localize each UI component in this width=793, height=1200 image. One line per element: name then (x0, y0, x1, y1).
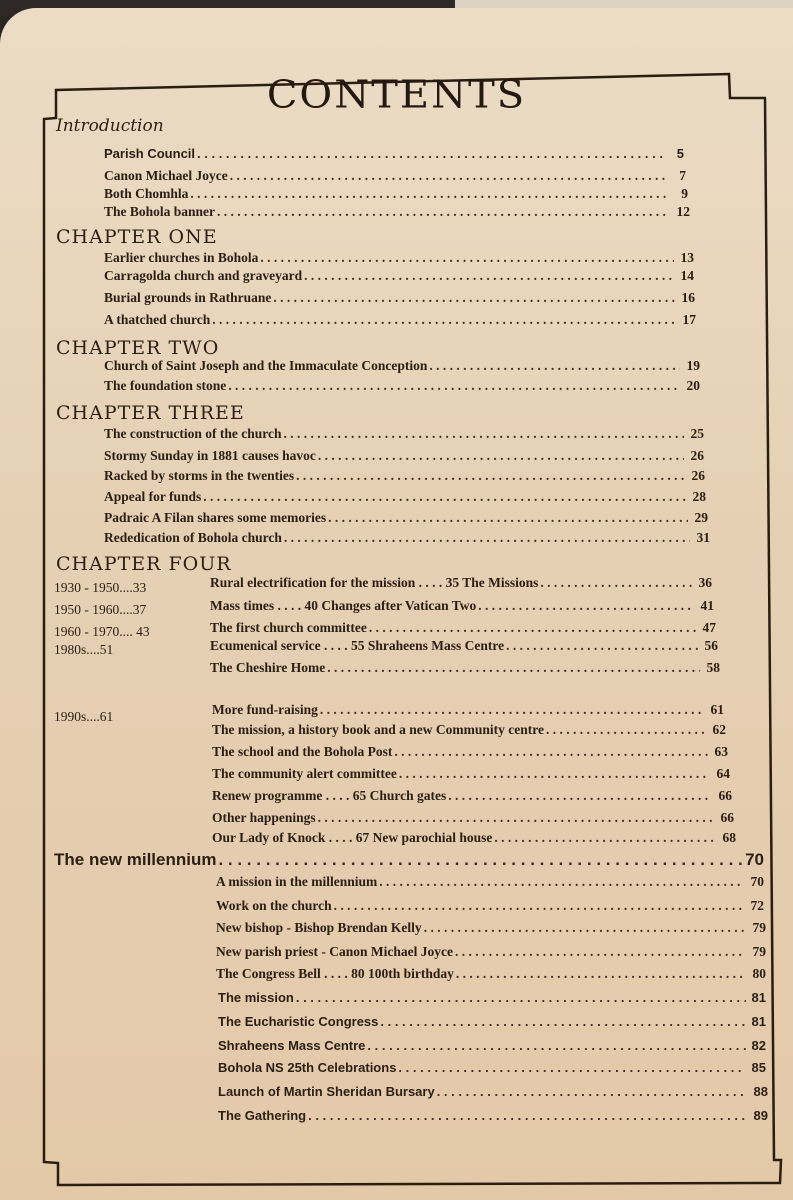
leader-dots (284, 530, 690, 546)
leader-dots (424, 920, 746, 936)
leader-dots (190, 186, 668, 202)
toc-entry[interactable]: A mission in the millennium . . . 70 (216, 874, 764, 890)
toc-entry[interactable]: The school and the Bohola Post . . . 63 (212, 744, 728, 760)
toc-entry[interactable]: Parish Council . . . 5 (104, 146, 684, 161)
leader-dots (308, 1108, 748, 1123)
leader-dots (437, 1084, 748, 1099)
section-heading-introduction: Introduction (56, 116, 164, 136)
leader-dots (304, 268, 674, 284)
period-label: 1960 - 1970.... 43 (54, 624, 150, 639)
section-heading-chapter-three: CHAPTER THREE (56, 402, 245, 424)
toc-entry[interactable]: The Gathering . . . 89 (218, 1108, 768, 1123)
leader-dots (328, 510, 688, 526)
leader-dots (367, 1038, 746, 1053)
leader-dots (369, 620, 696, 636)
toc-entry[interactable]: Launch of Martin Sheridan Bursary . . . 88 (218, 1084, 768, 1099)
leader-dots (398, 1060, 746, 1075)
toc-entry[interactable]: More fund-raising . . . 61 (212, 702, 724, 718)
leader-dots (218, 850, 743, 870)
toc-entry[interactable]: Earlier churches in Bohola . . . 13 (104, 250, 694, 266)
leader-dots (455, 944, 746, 960)
leader-dots (230, 168, 666, 184)
leader-dots (217, 204, 670, 220)
toc-entry[interactable]: A thatched church . . . 17 (104, 312, 696, 328)
toc-entry[interactable]: The construction of the church . . . 25 (104, 426, 704, 442)
toc-entry[interactable]: Rededication of Bohola church . . . 31 (104, 530, 710, 546)
leader-dots (320, 702, 704, 718)
leader-dots (456, 966, 746, 982)
toc-entry[interactable]: The Cheshire Home . . . 58 (210, 660, 720, 676)
leader-dots (318, 810, 714, 826)
period-label: 1930 - 1950....33 (54, 580, 147, 595)
toc-entry[interactable]: Both Chomhla . . . 9 (104, 186, 688, 202)
toc-entry[interactable]: Mass times . . . . 40 Changes after Vatican Two . . . 41 (210, 598, 714, 614)
period-label: 1980s....51 (54, 642, 114, 657)
toc-entry[interactable]: Our Lady of Knock . . . . 67 New parochial house . . . 68 (212, 830, 736, 846)
toc-entry[interactable]: Padraic A Filan shares some memories . . . 29 (104, 510, 708, 526)
toc-entry[interactable]: Rural electrification for the mission . . . . 35 The Missions . . . 36 (210, 575, 712, 591)
section-heading-chapter-four: CHAPTER FOUR (56, 553, 232, 575)
toc-entry[interactable]: Stormy Sunday in 1881 causes havoc . . . 26 (104, 448, 704, 464)
leader-dots (296, 990, 746, 1005)
leader-dots (380, 1014, 746, 1029)
toc-entry[interactable]: The Bohola banner . . . 12 (104, 204, 690, 220)
leader-dots (399, 766, 710, 782)
leader-dots (327, 660, 700, 676)
toc-entry[interactable]: Work on the church . . . 72 (216, 898, 764, 914)
toc-entry[interactable]: Shraheens Mass Centre . . . 82 (218, 1038, 766, 1053)
period-label: 1950 - 1960....37 (54, 602, 147, 617)
toc-entry[interactable]: Church of Saint Joseph and the Immaculate Conception . . . 19 (104, 358, 700, 374)
toc-entry[interactable]: Renew programme . . . . 65 Church gates . . . 66 (212, 788, 732, 804)
leader-dots (334, 898, 744, 914)
leader-dots (228, 378, 680, 394)
toc-entry[interactable]: The foundation stone . . . 20 (104, 378, 700, 394)
toc-entry[interactable]: Appeal for funds . . . 28 (104, 489, 706, 505)
toc-entry[interactable]: The community alert committee . . . 64 (212, 766, 730, 782)
toc-entry[interactable]: The mission . . . 81 (218, 990, 766, 1005)
leader-dots (429, 358, 680, 374)
leader-dots (296, 468, 685, 484)
leader-dots (197, 146, 664, 161)
leader-dots (448, 788, 712, 804)
period-label: 1990s....61 (54, 709, 114, 724)
leader-dots (394, 744, 708, 760)
toc-entry[interactable]: New bishop - Bishop Brendan Kelly . . . 79 (216, 920, 766, 936)
toc-entry[interactable]: Other happenings . . . 66 (212, 810, 734, 826)
toc-entry[interactable]: Burial grounds in Rathruane . . . 16 (104, 290, 695, 306)
page-title: CONTENTS (266, 73, 527, 117)
leader-dots (260, 250, 674, 266)
toc-entry[interactable]: New parish priest - Canon Michael Joyce . . . 79 (216, 944, 766, 960)
toc-entry[interactable]: Ecumenical service . . . . 55 Shraheens Mass Centre . . . 56 (210, 638, 718, 654)
section-heading-chapter-two: CHAPTER TWO (56, 337, 220, 359)
toc-entry[interactable]: The Congress Bell . . . . 80 100th birthday . . . 80 (216, 966, 766, 982)
leader-dots (284, 426, 685, 442)
leader-dots (540, 575, 692, 591)
toc-entry[interactable]: The Eucharistic Congress . . . 81 (218, 1014, 766, 1029)
leader-dots (478, 598, 694, 614)
toc-entry[interactable]: Carragolda church and graveyard . . . 14 (104, 268, 694, 284)
toc-entry[interactable]: Racked by storms in the twenties . . . 26 (104, 468, 705, 484)
leader-dots (203, 489, 686, 505)
toc-entry[interactable]: Bohola NS 25th Celebrations . . . 85 (218, 1060, 766, 1075)
leader-dots (506, 638, 698, 654)
toc-entry[interactable]: The mission, a history book and a new Community centre . . . 62 (212, 722, 726, 738)
toc-entry[interactable]: The first church committee . . . 47 (210, 620, 716, 636)
toc-entry-new-millennium[interactable]: The new millennium . . . 70 (54, 850, 764, 870)
leader-dots (546, 722, 706, 738)
leader-dots (494, 830, 716, 846)
section-heading-chapter-one: CHAPTER ONE (56, 226, 218, 248)
leader-dots (379, 874, 744, 890)
leader-dots (318, 448, 684, 464)
leader-dots (273, 290, 675, 306)
leader-dots (212, 312, 676, 328)
toc-entry[interactable]: Canon Michael Joyce . . . 7 (104, 168, 686, 184)
